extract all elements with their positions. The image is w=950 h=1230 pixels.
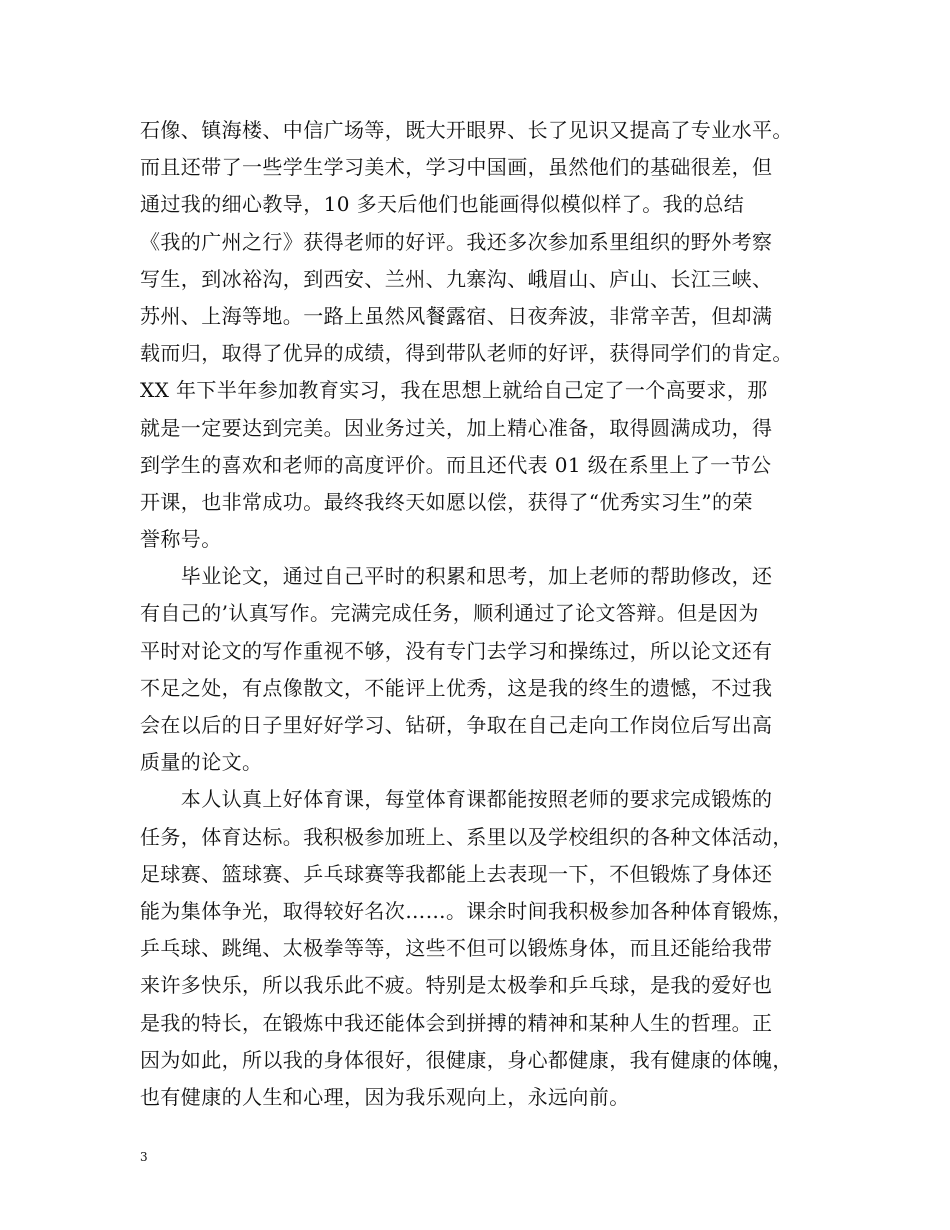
text-line: 因为如此，所以我的身体很好，很健康，身心都健康，我有健康的体魄，	[140, 1047, 793, 1072]
text-line: 载而归，取得了优异的成绩，得到带队老师的好评，获得同学们的肯定。	[140, 341, 793, 366]
text-line: 会在以后的日子里好好学习、钻研，争取在自己走向工作岗位后写出高	[140, 713, 773, 737]
text-line: 就是一定要达到完美。因业务过关，加上精心准备，取得圆满成功，得	[140, 415, 773, 440]
text-line: 足球赛、篮球赛、乒乓球赛等我都能上去表现一下，不但锻炼了身体还	[140, 861, 773, 886]
text-line: 通过我的细心教导，10 多天后他们也能画得似模似样了。我的总结	[140, 192, 745, 217]
text-line: 也有健康的人生和心理，因为我乐观向上，永远向前。	[140, 1084, 630, 1109]
text-line: 来许多快乐，所以我乐此不疲。特别是太极拳和乒乓球，是我的爱好也	[140, 973, 773, 998]
text-line: 能为集体争光，取得较好名次……。课余时间我积极参加各种体育锻炼，	[140, 898, 793, 923]
text-line: 《我的广州之行》获得老师的好评。我还多次参加系里组织的野外考察	[140, 229, 773, 254]
text-line: 质量的论文。	[140, 750, 263, 775]
text-line: 而且还带了一些学生学习美术，学习中国画，虽然他们的基础很差，但	[140, 155, 773, 180]
text-line: 任务，体育达标。我积极参加班上、系里以及学校组织的各种文体活动，	[140, 824, 793, 849]
text-line: 毕业论文，通过自己平时的积累和思考，加上老师的帮助修改，还	[140, 564, 773, 589]
body-text	[140, 112, 830, 1116]
page-number: 3	[140, 1150, 148, 1164]
text-line: 平时对论文的写作重视不够，没有专门去学习和操练过，所以论文还有	[140, 638, 773, 663]
text-line: 本人认真上好体育课，每堂体育课都能按照老师的要求完成锻炼的	[140, 787, 773, 812]
text-line: 开课，也非常成功。最终我终天如愿以偿，获得了“优秀实习生”的荣	[140, 489, 753, 514]
text-line: 是我的特长，在锻炼中我还能体会到拼搏的精神和某种人生的哲理。正	[140, 1010, 773, 1035]
text-line: 写生，到冰裕沟，到西安、兰州、九寨沟、峨眉山、庐山、长江三峡、	[140, 266, 773, 291]
text-line: 有自己的’认真写作。完满完成任务，顺利通过了论文答辩。但是因为	[140, 601, 759, 626]
text-line: 到学生的喜欢和老师的高度评价。而且还代表 01 级在系里上了一节公	[140, 452, 772, 477]
text-line: 誉称号。	[140, 527, 222, 552]
text-line: 苏州、上海等地。一路上虽然风餐露宿、日夜奔波，非常辛苦，但却满	[140, 303, 773, 328]
text-line: 石像、镇海楼、中信广场等，既大开眼界、长了见识又提高了专业水平。	[140, 118, 793, 142]
text-line: 乒乓球、跳绳、太极拳等等，这些不但可以锻炼身体，而且还能给我带	[140, 936, 773, 961]
text-line: 不足之处，有点像散文，不能评上优秀，这是我的终生的遗憾，不过我	[140, 675, 773, 700]
text-line: XX 年下半年参加教育实习，我在思想上就给自己定了一个高要求，那	[140, 378, 768, 403]
